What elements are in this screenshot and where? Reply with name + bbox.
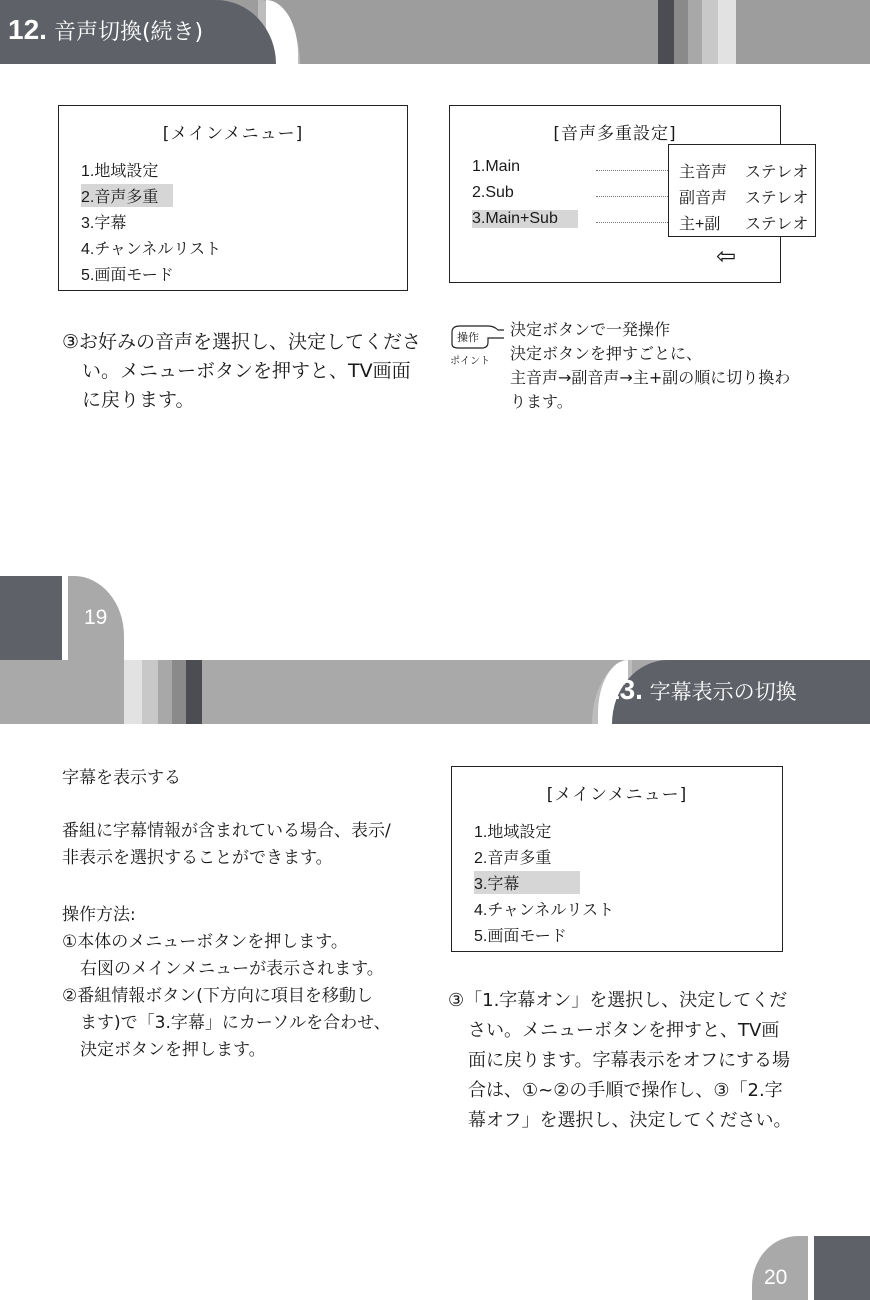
leader-dots (596, 196, 668, 197)
menu-item-region[interactable]: 1.地域設定 (81, 163, 159, 180)
text-line: ②番組情報ボタン(下方向に項目を移動し (62, 986, 373, 1006)
text-line: ります。 (510, 392, 573, 411)
text-line: ます)で「3.字幕」にカーソルを合わせ、 (80, 1013, 391, 1033)
menu-item-audio[interactable]: 2.音声多重 (474, 850, 552, 867)
main-menu-box (58, 105, 408, 291)
tip-title: 決定ボタンで一発操作 (510, 320, 671, 339)
section-title-text: 音声切換(続き) (53, 20, 204, 45)
text-line: い。メニューボタンを押すと、TV画面 (82, 360, 411, 382)
step3-text (448, 986, 791, 1136)
stripe (702, 0, 718, 64)
page-number: 19 (84, 606, 108, 629)
text-line: ③「1.字幕オン」を選択し、決定してくだ (448, 990, 788, 1011)
section-title-text: 字幕表示の切換 (649, 680, 797, 704)
text-line: に戻ります。 (82, 389, 195, 411)
menu-item-screen-mode[interactable]: 5.画面モード (81, 267, 174, 284)
audio-options-box (668, 144, 816, 237)
text-line: 非表示を選択することができます。 (62, 848, 333, 868)
text-line: 決定ボタンを押します。 (80, 1040, 266, 1060)
header-stripes (124, 660, 202, 724)
text-line: ①本体のメニューボタンを押します。 (62, 932, 348, 952)
menu-title: [メインメニュー] (162, 124, 304, 144)
option-label: 副音声 (679, 190, 728, 207)
stripe (172, 660, 186, 724)
text-line: 主音声→副音声→主+副の順に切り換わ (510, 368, 791, 387)
tip-text (510, 318, 790, 414)
stripe (718, 0, 736, 64)
howto-text (62, 902, 391, 1064)
section-number: 12. (8, 14, 47, 45)
menu-item-subtitle[interactable]: 3.字幕 (81, 215, 127, 232)
page-number: 20 (764, 1266, 788, 1289)
menu-item-region[interactable]: 1.地域設定 (474, 824, 552, 841)
menu-item-sub[interactable]: 2.Sub (472, 184, 514, 201)
tab-block (0, 576, 62, 660)
leader-dots (596, 222, 668, 223)
text-line: 合は、①~②の手順で操作し、③「2.字 (468, 1080, 783, 1101)
tab-block (814, 1236, 870, 1300)
menu-item-main-sub[interactable]: 3.Main+Sub (472, 210, 578, 228)
page19-header (0, 0, 870, 64)
text-line: 決定ボタンを押すごとに、 (510, 344, 703, 363)
stripe (186, 660, 202, 724)
section-number: 13. (604, 674, 643, 705)
back-arrow-icon[interactable]: ⇦ (716, 242, 737, 270)
menu-item-channel-list[interactable]: 4.チャンネルリスト (474, 902, 615, 919)
menu-item-screen-mode[interactable]: 5.画面モード (474, 928, 567, 945)
menu-item-audio[interactable]: 2.音声多重 (81, 184, 173, 207)
menu-title: [メインメニュー] (546, 785, 688, 805)
page-number-tab (0, 576, 124, 660)
page-number-tab (752, 1236, 870, 1300)
text-line: さい。メニューボタンを押すと、TV画 (468, 1020, 780, 1041)
text-line: ③お好みの音声を選択し、決定してくださ (62, 331, 422, 353)
option-label: 主音声 (679, 164, 728, 181)
text-line: 番組に字幕情報が含まれている場合、表示/ (62, 821, 391, 841)
stripe (158, 660, 172, 724)
howto-label: 操作方法: (62, 905, 136, 925)
main-menu-box (451, 766, 783, 952)
stripe (688, 0, 702, 64)
subsection-heading: 字幕を表示する (62, 768, 181, 788)
text-line: 右図のメインメニューが表示されます。 (80, 959, 384, 979)
stripe (124, 660, 142, 724)
section-title (8, 14, 203, 46)
tip-icon (448, 322, 504, 367)
option-value: ステレオ (745, 190, 809, 207)
text-line: 幕オフ」を選択し、決定してください。 (468, 1110, 792, 1131)
menu-title: [音声多重設定] (553, 124, 677, 144)
tip-icon-label: 操作 (457, 331, 479, 344)
option-value: ステレオ (745, 216, 809, 233)
step3-text (62, 328, 421, 415)
header-stripes (658, 0, 736, 64)
stripe (658, 0, 674, 64)
menu-item-channel-list[interactable]: 4.チャンネルリスト (81, 241, 222, 258)
menu-item-subtitle[interactable]: 3.字幕 (474, 871, 580, 894)
intro-text (62, 818, 391, 872)
menu-item-main[interactable]: 1.Main (472, 158, 521, 175)
stripe (674, 0, 688, 64)
option-value: ステレオ (745, 164, 809, 181)
section-title (604, 674, 797, 706)
tip-icon-caption: ポイント (450, 356, 490, 367)
stripe (142, 660, 158, 724)
text-line: 面に戻ります。字幕表示をオフにする場 (468, 1050, 791, 1071)
option-label: 主+副 (679, 216, 721, 233)
leader-dots (596, 170, 668, 171)
